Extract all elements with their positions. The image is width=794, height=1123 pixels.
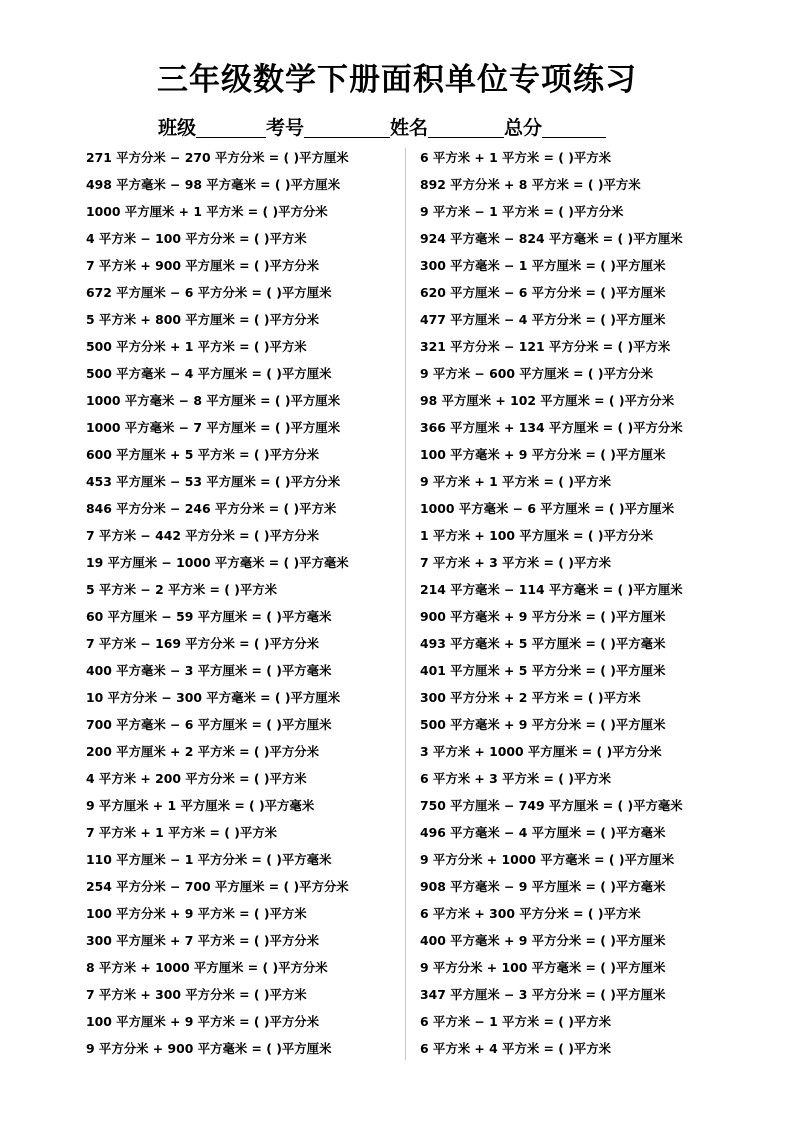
question-item: 908 平方毫米 − 9 平方厘米 = ( )平方毫米 (420, 879, 666, 894)
question-item: 98 平方厘米 + 102 平方厘米 = ( )平方分米 (420, 393, 675, 408)
question-item: 892 平方分米 + 8 平方米 = ( )平方米 (420, 177, 641, 192)
question-item: 750 平方厘米 − 749 平方厘米 = ( )平方毫米 (420, 798, 683, 813)
question-item: 214 平方毫米 − 114 平方毫米 = ( )平方厘米 (420, 582, 683, 597)
question-item: 493 平方毫米 + 5 平方厘米 = ( )平方毫米 (420, 636, 666, 651)
question-item: 5 平方米 − 2 平方米 = ( )平方米 (86, 582, 278, 597)
question-item: 600 平方厘米 + 5 平方米 = ( )平方分米 (86, 447, 320, 462)
student-info-line (158, 112, 606, 142)
column-divider (405, 148, 406, 1060)
question-item: 477 平方厘米 − 4 平方分米 = ( )平方厘米 (420, 312, 666, 327)
question-item: 672 平方厘米 − 6 平方分米 = ( )平方厘米 (86, 285, 332, 300)
question-item: 366 平方厘米 + 134 平方厘米 = ( )平方分米 (420, 420, 683, 435)
question-item: 9 平方分米 + 900 平方毫米 = ( )平方厘米 (86, 1041, 332, 1056)
question-item: 7 平方米 − 169 平方分米 = ( )平方分米 (86, 636, 320, 651)
question-item: 1000 平方毫米 − 7 平方厘米 = ( )平方厘米 (86, 420, 341, 435)
question-item: 496 平方毫米 − 4 平方厘米 = ( )平方毫米 (420, 825, 666, 840)
question-item: 200 平方厘米 + 2 平方米 = ( )平方分米 (86, 744, 320, 759)
question-item: 9 平方分米 + 1000 平方毫米 = ( )平方厘米 (420, 852, 675, 867)
question-item: 19 平方厘米 − 1000 平方毫米 = ( )平方毫米 (86, 555, 349, 570)
class-blank[interactable] (196, 115, 266, 138)
question-item: 498 平方毫米 − 98 平方毫米 = ( )平方厘米 (86, 177, 341, 192)
question-item: 271 平方分米 − 270 平方分米 = ( )平方厘米 (86, 150, 349, 165)
question-item: 400 平方毫米 + 9 平方分米 = ( )平方厘米 (420, 933, 666, 948)
score-blank[interactable] (542, 115, 606, 138)
score-label: 总分 (504, 117, 543, 139)
question-item: 9 平方米 − 600 平方厘米 = ( )平方分米 (420, 366, 654, 381)
class-label: 班级 (158, 117, 197, 139)
question-item: 300 平方毫米 − 1 平方厘米 = ( )平方厘米 (420, 258, 666, 273)
question-item: 110 平方厘米 − 1 平方分米 = ( )平方毫米 (86, 852, 332, 867)
question-item: 4 平方米 − 100 平方分米 = ( )平方米 (86, 231, 307, 246)
number-label: 考号 (266, 117, 305, 139)
question-item: 500 平方分米 + 1 平方米 = ( )平方米 (86, 339, 307, 354)
question-item: 10 平方分米 − 300 平方毫米 = ( )平方厘米 (86, 690, 341, 705)
question-item: 500 平方毫米 − 4 平方厘米 = ( )平方厘米 (86, 366, 332, 381)
question-item: 900 平方毫米 + 9 平方分米 = ( )平方厘米 (420, 609, 666, 624)
question-item: 321 平方分米 − 121 平方分米 = ( )平方米 (420, 339, 671, 354)
question-column-right (420, 144, 720, 1062)
question-item: 1000 平方毫米 − 6 平方厘米 = ( )平方厘米 (420, 501, 675, 516)
question-item: 100 平方毫米 + 9 平方分米 = ( )平方厘米 (420, 447, 666, 462)
question-item: 700 平方毫米 − 6 平方厘米 = ( )平方厘米 (86, 717, 332, 732)
question-item: 3 平方米 + 1000 平方厘米 = ( )平方分米 (420, 744, 662, 759)
question-item: 400 平方毫米 − 3 平方厘米 = ( )平方毫米 (86, 663, 332, 678)
number-blank[interactable] (304, 115, 390, 138)
name-label: 姓名 (390, 117, 429, 139)
question-item: 300 平方厘米 + 7 平方米 = ( )平方分米 (86, 933, 320, 948)
question-item: 500 平方毫米 + 9 平方分米 = ( )平方厘米 (420, 717, 666, 732)
question-item: 6 平方米 + 300 平方分米 = ( )平方米 (420, 906, 641, 921)
question-item: 453 平方厘米 − 53 平方厘米 = ( )平方分米 (86, 474, 341, 489)
question-item: 9 平方分米 + 100 平方毫米 = ( )平方厘米 (420, 960, 666, 975)
question-item: 60 平方厘米 − 59 平方厘米 = ( )平方毫米 (86, 609, 332, 624)
page-title: 三年级数学下册面积单位专项练习 (157, 62, 637, 98)
question-item: 7 平方米 + 900 平方厘米 = ( )平方分米 (86, 258, 320, 273)
question-item: 1000 平方厘米 + 1 平方米 = ( )平方分米 (86, 204, 328, 219)
question-item: 100 平方分米 + 9 平方米 = ( )平方米 (86, 906, 307, 921)
question-item: 7 平方米 − 442 平方分米 = ( )平方分米 (86, 528, 320, 543)
question-item: 254 平方分米 − 700 平方厘米 = ( )平方分米 (86, 879, 349, 894)
question-item: 347 平方厘米 − 3 平方分米 = ( )平方厘米 (420, 987, 666, 1002)
question-item: 6 平方米 − 1 平方米 = ( )平方米 (420, 1014, 612, 1029)
question-item: 1000 平方毫米 − 8 平方厘米 = ( )平方厘米 (86, 393, 341, 408)
question-column-left (86, 144, 402, 1062)
name-blank[interactable] (428, 115, 504, 138)
question-item: 7 平方米 + 3 平方米 = ( )平方米 (420, 555, 612, 570)
question-item: 8 平方米 + 1000 平方厘米 = ( )平方分米 (86, 960, 328, 975)
question-item: 1 平方米 + 100 平方厘米 = ( )平方分米 (420, 528, 654, 543)
question-item: 6 平方米 + 1 平方米 = ( )平方米 (420, 150, 612, 165)
question-item: 7 平方米 + 300 平方分米 = ( )平方米 (86, 987, 307, 1002)
question-item: 6 平方米 + 3 平方米 = ( )平方米 (420, 771, 612, 786)
question-item: 6 平方米 + 4 平方米 = ( )平方米 (420, 1041, 612, 1056)
question-item: 7 平方米 + 1 平方米 = ( )平方米 (86, 825, 278, 840)
question-item: 4 平方米 + 200 平方分米 = ( )平方米 (86, 771, 307, 786)
question-item: 924 平方毫米 − 824 平方毫米 = ( )平方厘米 (420, 231, 683, 246)
question-item: 401 平方厘米 + 5 平方分米 = ( )平方厘米 (420, 663, 666, 678)
question-item: 9 平方米 + 1 平方米 = ( )平方米 (420, 474, 612, 489)
question-item: 846 平方分米 − 246 平方分米 = ( )平方米 (86, 501, 337, 516)
question-item: 100 平方厘米 + 9 平方米 = ( )平方分米 (86, 1014, 320, 1029)
question-item: 9 平方厘米 + 1 平方厘米 = ( )平方毫米 (86, 798, 315, 813)
question-item: 620 平方厘米 − 6 平方分米 = ( )平方厘米 (420, 285, 666, 300)
question-item: 9 平方米 − 1 平方米 = ( )平方分米 (420, 204, 624, 219)
question-item: 5 平方米 + 800 平方厘米 = ( )平方分米 (86, 312, 320, 327)
question-item: 300 平方分米 + 2 平方米 = ( )平方米 (420, 690, 641, 705)
